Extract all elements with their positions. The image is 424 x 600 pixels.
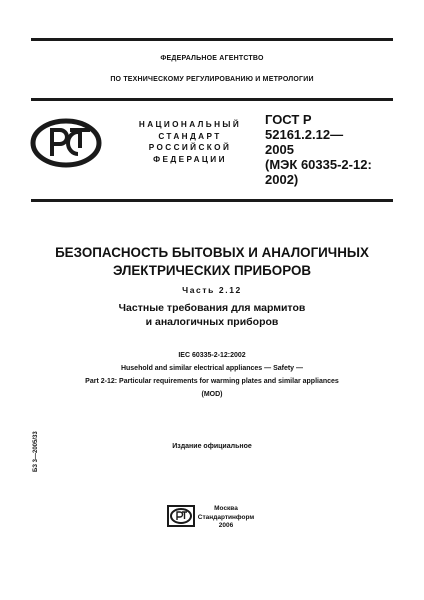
publisher-city: Москва [214,505,238,512]
modification-label: (MOD) [201,391,223,398]
gost-line-1: ГОСТ Р [265,112,312,127]
national-line-4: ФЕДЕРАЦИИ [153,154,227,164]
publisher-name: Стандартинформ [197,513,255,521]
subtitle-line-2: и аналогичных приборов [145,316,279,328]
standartinform-logo-icon [167,505,195,527]
agency-line-2: ПО ТЕХНИЧЕСКОМУ РЕГУЛИРОВАНИЮ И МЕТРОЛОГИИ [110,76,314,83]
document-title-line-2: ЭЛЕКТРИЧЕСКИХ ПРИБОРОВ [112,263,312,278]
side-code: БЗ 3—2005/33 [33,431,39,472]
gost-line-4: (МЭК 60335-2-12: [265,157,372,172]
agency-line-1: ФЕДЕРАЛЬНОЕ АГЕНТСТВО [160,55,264,62]
national-standard-label [125,119,255,165]
national-line-3: РОССИЙСКОЙ [148,143,232,153]
gost-line-3: 2005 [265,142,294,157]
gost-line-2: 52161.2.12— [265,127,344,142]
top-rule [31,38,393,41]
iec-reference: IEC 60335-2-12:2002 [178,352,246,359]
document-title-line-1: БЕЗОПАСНОСТЬ БЫТОВЫХ И АНАЛОГИЧНЫХ [55,245,369,260]
official-edition-label: Издание официальное [172,443,252,450]
header-rule [31,98,393,101]
national-line-2: СТАНДАРТ [158,131,222,141]
english-title-line-2: Part 2-12: Particular requirements for warming plates and similar appliances [85,378,339,385]
publisher-block [196,505,256,531]
part-number: Часть 2.12 [182,285,242,295]
national-line-1: НАЦИОНАЛЬНЫЙ [138,120,242,129]
gost-designation [265,112,405,187]
title-rule [31,199,393,202]
publisher-year: 2006 [218,522,234,529]
gost-line-5: 2002) [265,172,299,187]
subtitle-line-1: Частные требования для мармитов [118,302,306,314]
rst-logo-icon [30,118,102,168]
english-title-line-1: Husehold and similar electrical appliances — Safety — [120,365,304,372]
